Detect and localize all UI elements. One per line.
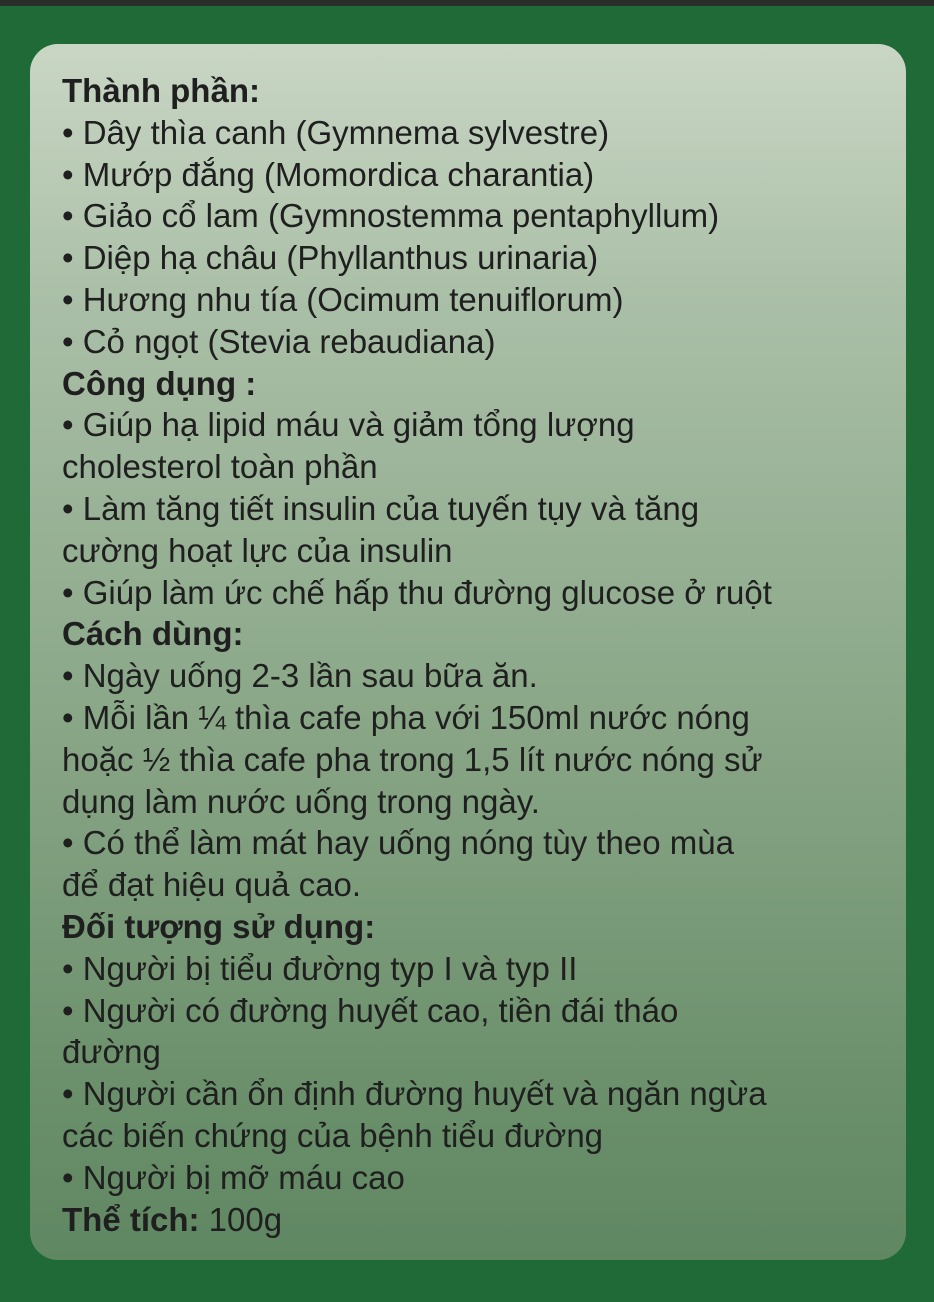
uses-line: • Giúp hạ lipid máu và giảm tổng lượng — [62, 406, 635, 444]
ingredient-item: • Hương nhu tía (Ocimum tenuiflorum) — [62, 280, 624, 318]
directions-line: dụng làm nước uống trong ngày. — [62, 782, 540, 820]
ingredient-item: • Cỏ ngọt (Stevia rebaudiana) — [62, 322, 496, 360]
target-users-line: • Người có đường huyết cao, tiền đái tháo — [62, 991, 679, 1029]
target-users-line: đường — [62, 1033, 161, 1071]
volume-label: Thể tích: — [62, 1200, 200, 1238]
target-users-line: • Người bị mỡ máu cao — [62, 1158, 405, 1196]
volume-value: 100g — [199, 1200, 283, 1238]
target-users-line: • Người cần ổn định đường huyết và ngăn ngừa — [62, 1075, 767, 1113]
directions-line: hoặc ½ thìa cafe pha trong 1,5 lít nước nóng sử — [62, 740, 763, 778]
directions-line: • Có thể làm mát hay uống nóng tùy theo mùa — [62, 824, 734, 862]
ingredient-item: • Mướp đắng (Momordica charantia) — [62, 155, 595, 193]
uses-line: cholesterol toàn phần — [62, 448, 378, 486]
volume-row — [62, 1199, 906, 1241]
ingredients-heading: Thành phần: — [62, 72, 260, 109]
ingredient-item: • Dây thìa canh (Gymnema sylvestre) — [62, 113, 610, 151]
ingredient-item: • Diệp hạ châu (Phyllanthus urinaria) — [62, 239, 599, 277]
uses-heading: Công dụng : — [62, 364, 257, 402]
target-users-line: • Người bị tiểu đường typ I và typ II — [62, 949, 578, 987]
target-users-line: các biến chứng của bệnh tiểu đường — [62, 1116, 604, 1154]
uses-line: cường hoạt lực của insulin — [62, 531, 453, 569]
directions-heading: Cách dùng: — [62, 615, 244, 653]
top-border — [0, 0, 934, 6]
uses-line: • Giúp làm ức chế hấp thu đường glucose ở ruột — [62, 573, 772, 611]
product-info-panel — [30, 44, 906, 1260]
target-users-heading: Đối tượng sử dụng: — [62, 907, 376, 945]
directions-line: để đạt hiệu quả cao. — [62, 866, 362, 904]
uses-line: • Làm tăng tiết insulin của tuyến tụy và tăng — [62, 489, 700, 527]
directions-line: • Mỗi lần ¼ thìa cafe pha với 150ml nước nóng — [62, 698, 750, 736]
directions-line: • Ngày uống 2-3 lần sau bữa ăn. — [62, 657, 538, 695]
ingredient-item: • Giảo cổ lam (Gymnostemma pentaphyllum) — [62, 197, 720, 235]
